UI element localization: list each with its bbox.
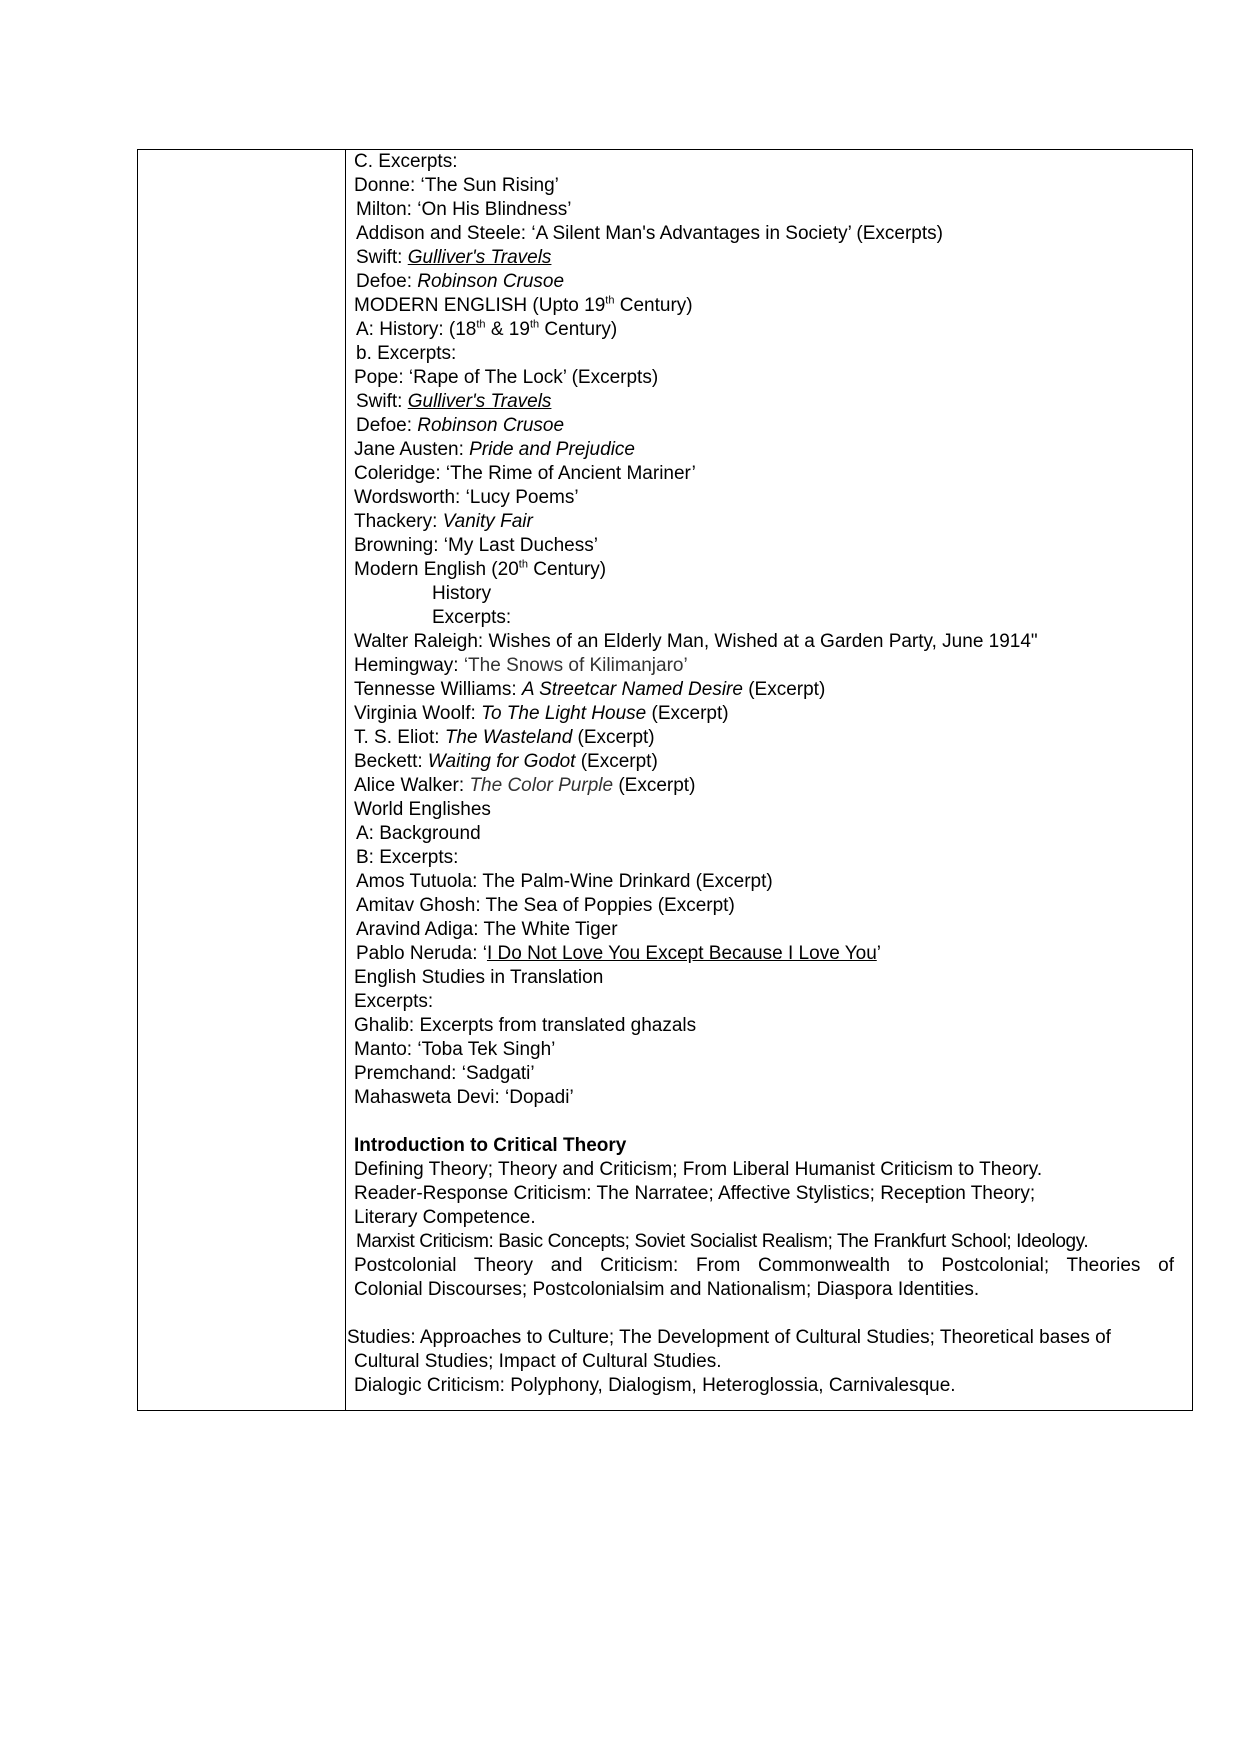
text-line: Wordsworth: ‘Lucy Poems’	[354, 487, 579, 508]
text-segment: Century)	[539, 319, 618, 340]
title-segment: The Color Purple	[469, 775, 614, 796]
text-line	[354, 510, 533, 533]
title-segment: Waiting for Godot	[427, 751, 576, 772]
text-line	[354, 294, 693, 317]
text-line: Addison and Steele: ‘A Silent Man's Advantages in Society’ (Excerpts)	[356, 223, 943, 244]
text-line: Coleridge: ‘The Rime of Ancient Mariner’	[354, 463, 696, 484]
text-segment: Defoe:	[356, 415, 418, 436]
text-line	[356, 246, 551, 269]
text-line	[354, 438, 635, 461]
text-line: Excerpts:	[432, 607, 512, 628]
title-segment: ‘The Snows of Kilimanjaro’	[463, 655, 688, 676]
title-segment: Gulliver's Travels	[407, 247, 552, 268]
text-segment: A: History: (18	[356, 319, 477, 340]
text-line: Marxist Criticism: Basic Concepts; Soviet Socialist Realism; The Frankfurt School; Ideology.	[356, 1231, 1089, 1252]
title-segment: I Do Not Love You Except Because I Love You	[486, 943, 877, 964]
text-line: Mahasweta Devi: ‘Dopadi’	[354, 1087, 574, 1108]
superscript: th	[529, 318, 540, 331]
text-line	[354, 750, 658, 773]
text-segment: Thackery:	[354, 511, 443, 532]
text-line	[356, 270, 564, 293]
text-line	[354, 654, 688, 677]
text-line: Reader-Response Criticism: The Narratee; Affective Stylistics; Reception Theory;	[354, 1183, 1036, 1204]
text-line	[354, 558, 606, 581]
text-line: Colonial Discourses; Postcolonialsim and Nationalism; Diaspora Identities.	[354, 1279, 980, 1300]
text-line: Excerpts:	[354, 991, 434, 1012]
text-segment: Hemingway:	[354, 655, 464, 676]
text-segment: (Excerpt)	[646, 703, 729, 724]
text-line: Postcolonial Theory and Criticism: From Commonwealth to Postcolonial; Theories of	[354, 1255, 1174, 1276]
table-left-column	[138, 150, 346, 1410]
title-segment: A Streetcar Named Desire	[521, 679, 743, 700]
text-line: Defining Theory; Theory and Criticism; From Liberal Humanist Criticism to Theory.	[354, 1159, 1043, 1180]
text-line	[356, 414, 564, 437]
text-segment: Virginia Woolf:	[354, 703, 482, 724]
text-line: Cultural Studies; Impact of Cultural Studies.	[354, 1351, 722, 1372]
text-line	[356, 390, 551, 413]
section-heading: Introduction to Critical Theory	[354, 1135, 627, 1156]
text-segment: (Excerpt)	[613, 775, 696, 796]
text-segment: Defoe:	[356, 271, 418, 292]
title-segment: Vanity Fair	[442, 511, 533, 532]
text-line: Amitav Ghosh: The Sea of Poppies (Excerpt)	[356, 895, 735, 916]
text-line	[354, 726, 655, 749]
text-line: B: Excerpts:	[356, 847, 459, 868]
text-segment: Alice Walker:	[354, 775, 470, 796]
text-line: Ghalib: Excerpts from translated ghazals	[354, 1015, 697, 1036]
text-segment: Modern English (20	[354, 559, 519, 580]
text-segment: T. S. Eliot:	[354, 727, 445, 748]
superscript: th	[605, 294, 615, 307]
text-line: Walter Raleigh: Wishes of an Elderly Man, Wished at a Garden Party, June 1914"	[354, 631, 1038, 652]
text-line: Premchand: ‘Sadgati’	[354, 1063, 535, 1084]
superscript: th	[476, 318, 486, 331]
text-line: Studies: Approaches to Culture; The Development of Cultural Studies; Theoretical bases of	[347, 1327, 1111, 1348]
title-segment: Robinson Crusoe	[417, 271, 565, 292]
table-right-column	[346, 150, 1192, 1410]
text-line: Donne: ‘The Sun Rising’	[354, 175, 559, 196]
title-segment: The Wasteland	[444, 727, 573, 748]
text-segment: (Excerpt)	[742, 679, 826, 700]
text-segment: (Excerpt)	[575, 751, 658, 772]
text-line: History	[432, 583, 492, 604]
text-line: Milton: ‘On His Blindness’	[356, 199, 572, 220]
text-line	[354, 702, 729, 725]
text-segment: Swift:	[356, 247, 408, 268]
text-segment: Century)	[614, 295, 693, 316]
title-segment: Pride and Prejudice	[469, 439, 635, 460]
title-segment: To The Light House	[481, 703, 647, 724]
text-segment: Pablo Neruda: ‘	[356, 943, 487, 964]
text-line: Literary Competence.	[354, 1207, 536, 1228]
title-segment: Gulliver's Travels	[407, 391, 552, 412]
text-segment: Tennesse Williams:	[354, 679, 522, 700]
text-line	[356, 942, 881, 965]
text-segment: ’	[876, 943, 881, 964]
text-line: C. Excerpts:	[354, 151, 458, 172]
text-line	[356, 318, 617, 341]
text-line: Pope: ‘Rape of The Lock’ (Excerpts)	[354, 367, 659, 388]
text-segment: Century)	[527, 559, 607, 580]
text-segment: (Excerpt)	[572, 727, 655, 748]
title-segment: Robinson Crusoe	[417, 415, 565, 436]
text-segment: MODERN ENGLISH (Upto 19	[354, 295, 606, 316]
text-line: A: Background	[356, 823, 481, 844]
text-line	[354, 774, 695, 797]
syllabus-table	[137, 149, 1193, 1411]
text-segment: & 19	[485, 319, 530, 340]
text-segment: Beckett:	[354, 751, 428, 772]
superscript: th	[518, 558, 528, 571]
text-line: Aravind Adiga: The White Tiger	[356, 919, 618, 940]
text-line: Manto: ‘Toba Tek Singh’	[354, 1039, 556, 1060]
text-line: b. Excerpts:	[356, 343, 457, 364]
text-line: English Studies in Translation	[354, 967, 604, 988]
text-line	[354, 678, 825, 701]
text-line: Amos Tutuola: The Palm-Wine Drinkard (Excerpt)	[356, 871, 773, 892]
text-line: Browning: ‘My Last Duchess’	[354, 535, 598, 556]
text-segment: Swift:	[356, 391, 408, 412]
text-segment: Jane Austen:	[354, 439, 470, 460]
text-line: World Englishes	[354, 799, 491, 820]
text-line: Dialogic Criticism: Polyphony, Dialogism, Heteroglossia, Carnivalesque.	[354, 1375, 956, 1396]
